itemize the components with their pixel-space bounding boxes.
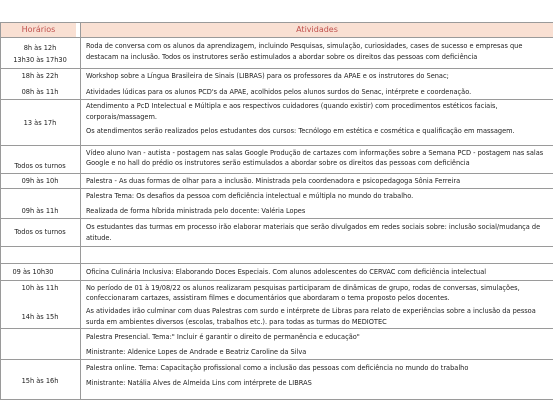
activity-line: Palestra Tema: Os desafios da pessoa com deficiência intelectual e múltipla no mundo do trabalho. [86,192,414,200]
grid-line [0,359,553,360]
activity-line: Roda de conversa com os alunos da aprendizagem, incluindo Pesquisas, simulação, curiosidades, cases de sucesso e empresas que [86,42,523,50]
activity-line: Atividades lúdicas para os alunos PCD's da APAE, acolhidos pelos alunos surdos do Senac, intérprete e coordenação. [86,88,472,96]
activity-line: atitude. [86,234,112,242]
activity-line: Ministrante: Aldenice Lopes de Andrade e Beatriz Caroline da Silva [86,348,307,356]
time-cell: 09h às 11h [21,207,59,215]
grid-line [0,68,553,69]
grid-line [0,37,553,38]
grid-line [0,173,553,174]
activity-line: Ministrante: Natália Alves de Almeida Lins com intérprete de LIBRAS [86,379,312,387]
activity-line: Os estudantes das turmas em processo irão elaborar materiais que serão divulgados em redes sociais sobre: inclusão social/mudança de [86,223,541,231]
time-cell: 14h às 15h [21,313,59,321]
activity-line: No período de 01 à 19/08/22 os alunos realizaram pesquisas participaram de dinâmicas de grupo, rodas de conversas, simulações, [86,284,520,292]
activity-line: Os atendimentos serão realizados pelos estudantes dos cursos: Tecnólogo em estética e cosmética e qualificação em massagem. [86,127,515,135]
grid-line [0,246,553,247]
grid-line [0,218,553,219]
header-activities: Atividades [81,22,553,38]
activity-line: destacam na inclusão. Todos os instrutores serão estimulados a abordar sobre os direitos das pessoas com deficiência [86,53,478,61]
header-time: Horários [1,22,76,38]
time-cell: 09h às 10h [21,177,59,185]
time-cell: 13 às 17h [23,119,57,127]
time-cell: Todos os turnos [14,228,66,236]
grid-line [0,99,553,100]
time-cell: 10h às 11h [21,284,59,292]
time-cell: 09 às 10h30 [12,268,54,276]
activity-line: Palestra - As duas formas de olhar para a inclusão. Ministrada pela coordenadora e psicopedagoga Sônia Ferreira [86,177,461,185]
time-cell: 13h30 às 17h30 [13,56,67,64]
time-cell: 18h às 22h [21,72,59,80]
grid-line [0,22,553,23]
grid-line [0,280,553,281]
activity-line: surda em ambientes diversos (escolas, trabalhos etc.). para todas as turmas do MEDIOTEC [86,318,387,326]
activity-line: Vídeo aluno Ivan - autista - postagem nas salas Google Produção de cartazes com informações sobre a Semana PCD - postagem nas salas [86,149,544,157]
activity-line: Workshop sobre a Língua Brasileira de Sinais (LIBRAS) para os professores da APAE e os instrutores do Senac; [86,72,449,80]
left-border [0,22,1,400]
time-cell: 08h às 11h [21,88,59,96]
activity-line: Palestra online. Tema: Capacitação profissional como a inclusão das pessoas com deficiência no mundo do trabalho [86,364,469,372]
activity-line: Oficina Culinária Inclusiva: Elaborando Doces Especiais. Com alunos adolescentes do CERVAC com deficiência intelectual [86,268,487,276]
column-divider [80,22,81,400]
activity-line: As atividades irão culminar com duas Palestras com surdo e intérprete de Libras para relato de experiências sobre a inclusão da pessoa [86,307,536,315]
activity-line: Realizada de forma híbrida ministrada pelo docente: Valéria Lopes [86,207,306,215]
grid-line [0,328,553,329]
time-cell: 15h às 16h [21,377,59,385]
grid-line [0,188,553,189]
activity-line: Palestra Presencial. Tema:" Incluir é garantir o direito de permanência e educação" [86,333,360,341]
grid-line [0,145,553,146]
grid-line [0,263,553,264]
activity-line: Atendimento a PcD Intelectual e Múltipla e aos respectivos cuidadores (quando existir) com procedimentos estéticos faciais, [86,102,498,110]
activity-line: Google e no hall do prédio os instrutores serão estimulados a abordar sobre os direitos das pessoas com deficiência [86,159,470,167]
time-cell: 8h às 12h [23,44,57,52]
activity-line: corporais/massagem. [86,113,157,121]
time-cell: Todos os turnos [14,162,66,170]
activity-line: confeccionaram cartazes, assistiram filmes e documentários que abordaram o tema proposto pelos docentes. [86,294,450,302]
